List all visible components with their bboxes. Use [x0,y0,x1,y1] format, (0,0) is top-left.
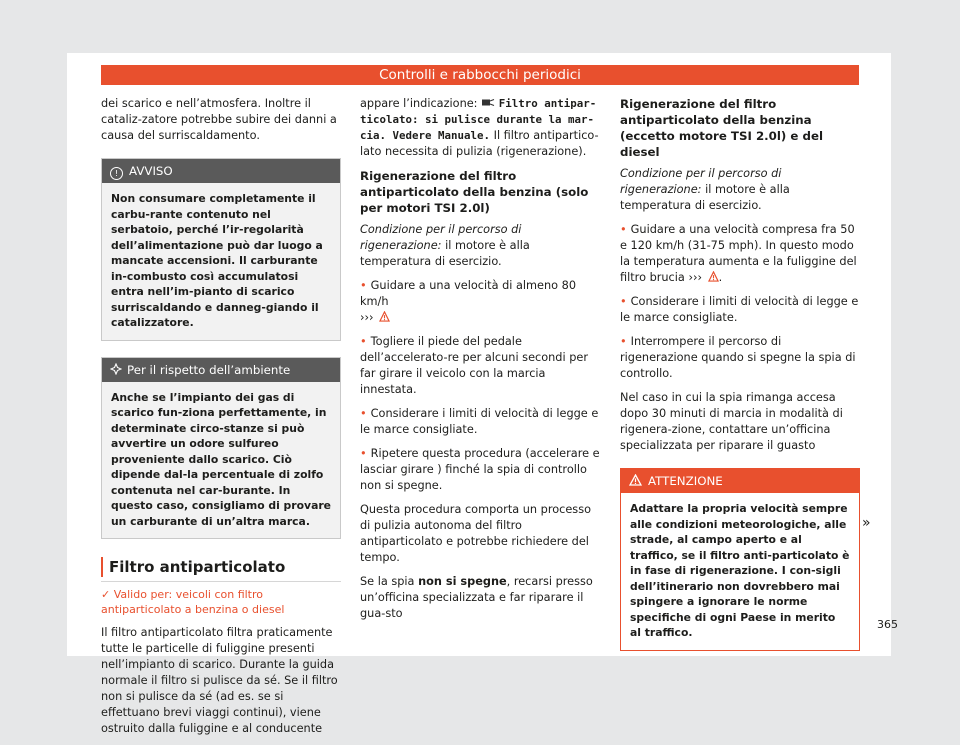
indication-post: Il filtro antipartico-lato necessita di pulizia (rigenerazione). [360,129,599,158]
avviso-header [102,159,340,183]
condition-label: Condizione per il percorso di rigenerazione: [360,223,522,252]
filter-paragraph: Il filtro antiparticolato filtra praticamente tutte le particelle di fuliggine presenti nell’impianto di scarico. Durante la guida normale il filtro si pulisce da sé. Se il filtro non si pulisce da sé (ad es. se si effettuano brevi viaggi continui), viene ostruito dalla fuliggine e al conducente [101,626,338,735]
valid-for-note [101,587,341,617]
section-rule [101,581,341,582]
section-title-text: Filtro antiparticolato [109,558,286,576]
bullet-2-text: Togliere il piede del pedale dell’accelerato-re per alcuni secondi per far girare il veicolo con la marcia innestata. [360,335,588,396]
avviso-body: Non consumare completamente il carbu-rante contenuto nel serbatoio, perché l’ir-regolarità dell’alimentazione può dar luogo a mancate accensioni. Il carburante in-combusto così accumulatosi entra nell’im-pianto di scarico surriscaldando e danneg-giando il catalizzatore. [102,183,340,340]
indication-pre: appare l’indicazione: [360,97,482,110]
info-icon: ! [110,167,123,180]
warning-triangle-icon [708,271,719,282]
attenzione-box [620,468,860,651]
page-header: Controlli e rabbocchi periodici [101,65,859,85]
avviso-title: AVVISO [129,164,173,178]
bullet-mark: • [360,335,367,348]
bullet-3 [360,406,600,438]
page-number: 365 [877,618,898,631]
bullet-4-text: Ripetere questa procedura (accelerare e lasciar girare ) finché la spia di controllo non si spegne. [360,447,600,492]
continue-mark: » [862,515,871,531]
bullet-2 [360,334,600,398]
bullet-c3-2-text: Considerare i limiti di velocità di legge e le marce consigliate. [620,295,859,324]
condition-text-2: il motore è alla temperatura di esercizio. [620,183,790,212]
attenzione-body: Adattare la propria velocità sempre alle condizioni meteorologiche, alle strade, al campo aperto e al traffico, se il filtro anti-particolato è in fase di rigenerazione. I con-sigli dell’itinerario non dovrebbero mai spingere a ignorare le norme specifiche di ogni Paese in merito al traffico. [621,493,859,650]
cross-ref: ››› [360,311,374,324]
bullet-4 [360,446,600,494]
column-2 [360,96,600,630]
bullet-3-text: Considerare i limiti di velocità di legge e le marce consigliate. [360,407,599,436]
ambiente-body: Anche se l’impianto dei gas di scarico fun-ziona perfettamente, in determinate circo-stanze si può avvertire un odore sulfureo proveniente dallo scarico. Ciò dipende dal-la percentuale di zolfo contenuta nel car-burante. In questo caso, consigliamo di provare un carburante di un’altra marca. [102,382,340,539]
bullet-c3-2 [620,294,860,326]
indication-message: Filtro antipar-ticolato: si pulisce durante la mar-cia. Vedere Manuale. [360,97,597,142]
ambiente-box [101,357,341,540]
attenzione-title: ATTENZIONE [648,474,723,488]
ambiente-header [102,358,340,382]
warning-icon [629,474,642,486]
bullet-c3-3 [620,334,860,382]
bullet-mark: • [620,223,627,236]
workshop-post: , recarsi presso un’officina specializzata e far riparare il gua-sto [360,575,593,620]
condition-paragraph [360,222,600,270]
column-1 [101,96,341,745]
section-title [101,557,341,575]
check-icon: ✓ [101,588,114,601]
ambiente-title: Per il rispetto dell’ambiente [127,362,291,377]
valid-for-text: Valido per: veicoli con filtro antiparticolato a benzina o diesel [101,588,285,616]
bullet-c3-3-text: Interrompere il percorso di rigenerazione quando si spegne la spia di controllo. [620,335,856,380]
workshop-pre: Se la spia [360,575,419,588]
tsi-subhead: Rigenerazione del filtro antiparticolato della benzina (solo per motori TSI 2.0l) [360,169,589,215]
condition-label-2: Condizione per il percorso di rigenerazione: [620,167,782,196]
attenzione-header [621,469,859,493]
warning-triangle-icon [379,311,390,322]
bullet-1-text: Guidare a una velocità di almeno 80 km/h [360,279,577,308]
process-paragraph: Questa procedura comporta un processo di pulizia autonoma del filtro antiparticolato e potrebbe richiedere del tempo. [360,503,591,564]
leaf-icon [110,363,122,375]
bullet-1 [360,278,600,326]
filter-warning-icon [481,98,495,107]
bullet-mark: • [620,295,627,308]
avviso-box [101,158,341,341]
bullet-mark: • [360,447,367,460]
intro-paragraph: dei scarico e nell’atmosfera. Inoltre il cataliz-zatore potrebbe subire dei danni a causa del surriscaldamento. [101,97,337,142]
column-3 [620,96,860,667]
indication-paragraph [360,96,600,160]
bullet-c3-1-text: Guidare a una velocità compresa fra 50 e 120 km/h (31-75 mph). In questo modo la temperatura aumenta e la fuliggine del filtro brucia [620,223,857,284]
bullet-mark: • [620,335,627,348]
bullet-mark: • [360,279,367,292]
workshop-paragraph [360,574,600,622]
diesel-subhead: Rigenerazione del filtro antiparticolato della benzina (eccetto motore TSI 2.0l) e del diesel [620,97,824,159]
condition-paragraph-2 [620,166,860,214]
condition-text: il motore è alla temperatura di esercizio. [360,239,530,268]
repair-paragraph: Nel caso in cui la spia rimanga accesa dopo 30 minuti di marcia in modalità di rigenera-zione, contattare un’officina specializzata per riparare il guasto [620,391,843,452]
section-mark [101,557,103,577]
cross-ref-2: ››› [688,271,702,284]
bullet-mark: • [360,407,367,420]
bullet-c3-1: • Guidare a una velocità compresa fra 50 e 120 km/h (31-75 mph). In questo modo la temperatura aumenta e la fuliggine del filtro brucia ››› . [620,223,857,284]
workshop-bold: non si spegne [418,575,507,588]
